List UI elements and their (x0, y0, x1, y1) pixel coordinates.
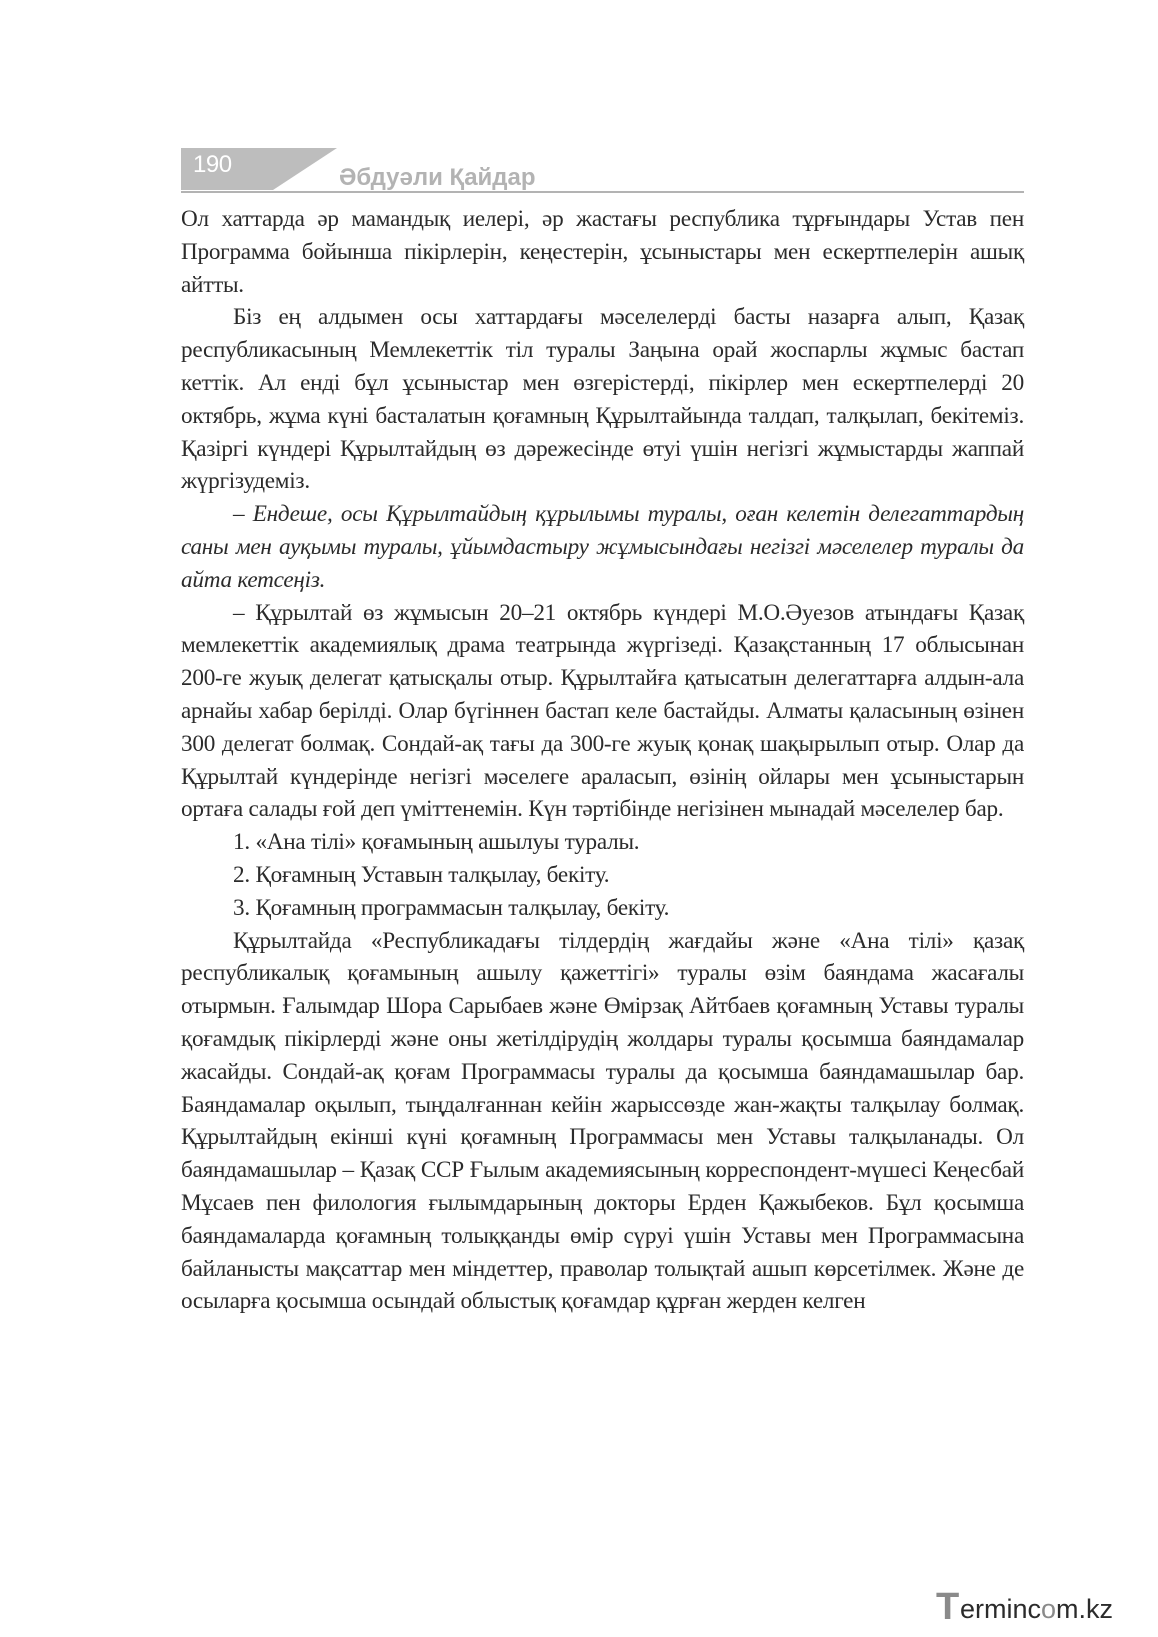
watermark-text (960, 1594, 1113, 1625)
header-rule (181, 191, 1024, 193)
header-wedge (273, 148, 337, 190)
text-body (181, 203, 1024, 1318)
running-title: Әбдуәли Қайдар (339, 164, 536, 191)
watermark-part: m.kz (1056, 1594, 1114, 1624)
agenda-item: 1. «Ана тілі» қоғамының ашылуы туралы. (233, 829, 640, 856)
interview-question: – Ендеше, осы Құрылтайдың құрылымы туралы, оған келетін делегаттардың саны мен ауқымы туралы, ұйымдастыру жұмысындағы негізгі мәселелер туралы да айта кетсеңіз. (181, 501, 1024, 593)
watermark-part: erminc (960, 1594, 1042, 1624)
watermark-t: T (936, 1586, 960, 1628)
paragraph: Ол хаттарда әр мамандық иелері, әр жастағы республика тұрғындары Устав пен Программа бойынша пікірлерін, кеңестерін, ұсыныстары мен ескертпелерін ашық айтты. (181, 206, 1024, 298)
agenda-item: 3. Қоғамның программасын талқылау, бекіту. (233, 894, 670, 921)
page-number: 190 (193, 151, 232, 178)
paragraph: Біз ең алдымен осы хаттардағы мәселелерді басты назарға алып, Қазақ республикасының Мемлекеттік тіл туралы Заңына орай жоспарлы жұмыс бастап кеттік. Ал енді бұл ұсыныстар мен өзгерістерді, пікірлер мен ескертпелерді 20 октябрь, жұма күні басталатын қоғамның Құрылтайында талдап, талқылап, бекітеміз. Қазіргі күндері Құрылтайдың өз дәрежесінде өтуі үшін негізгі жұмыстарды жаппай жүргізудеміз. (181, 304, 1024, 495)
paragraph: Құрылтайда «Республикадағы тілдердің жағдайы және «Ана тілі» қазақ республикалық қоғамының ашылу қажеттігі» туралы өзім баяндама жасағалы отырмын. Ғалымдар Шора Сарыбаев және Өмірзақ Айтбаев қоғамның Уставы туралы қоғамдық пікірлерді және оны жетілдірудің жолдары туралы қосымша баяндамалар жасайды. Сондай-ақ қоғам Программасы туралы да қосымша баяндамашылар бар. Баяндамалар оқылып, тыңдалғаннан кейін жарыссөзде жан-жақты талқылау болмақ. Құрылтайдың екінші күні қоғамның Программасы мен Уставы талқыланады. Ол баяндамашылар – Қазақ ССР Ғылым академиясының корреспондент-мүшесі Кеңесбай Мұсаев пен филология ғылымдарының докторы Ерден Қажыбеков. Бұл қосымша баяндамаларда қоғамның толыққанды өмір сүруі үшін Уставы мен Программасына байланысты мақсаттар мен міндеттер, праволар толықтай ашып көрсетілмек. Және де осыларға қосымша осындай облыстық қоғамдар құрған жерден келген (181, 927, 1024, 1315)
agenda-item: 2. Қоғамның Уставын талқылау, бекіту. (233, 861, 610, 888)
interview-answer: – Құрылтай өз жұмысын 20–21 октябрь күндері М.О.Әуезов атындағы Қазақ мемлекеттік академиялық драма театрында жүргізеді. Қазақстанның 17 облысынан 200-ге жуық делегат қатысқалы отыр. Құрылтайға қатысатын делегаттарға алдын-ала арнайы хабар берілді. Олар бүгіннен бастап келе бастайды. Алматы қаласының өзінен 300 делегат болмақ. Сондай-ақ тағы да 300-ге жуық қонақ шақырылып отыр. Олар да Құрылтай күндерінде негізгі мәселеге араласып, өзінің ойлары мен ұсыныстарын ортаға салады ғой деп үміттенемін. Күн тәртібінде негізінен мынадай мәселелер бар. (181, 599, 1024, 823)
terminkom-watermark-logo (936, 1584, 1146, 1628)
page-header (181, 148, 1024, 193)
watermark-o: o (1041, 1594, 1057, 1624)
